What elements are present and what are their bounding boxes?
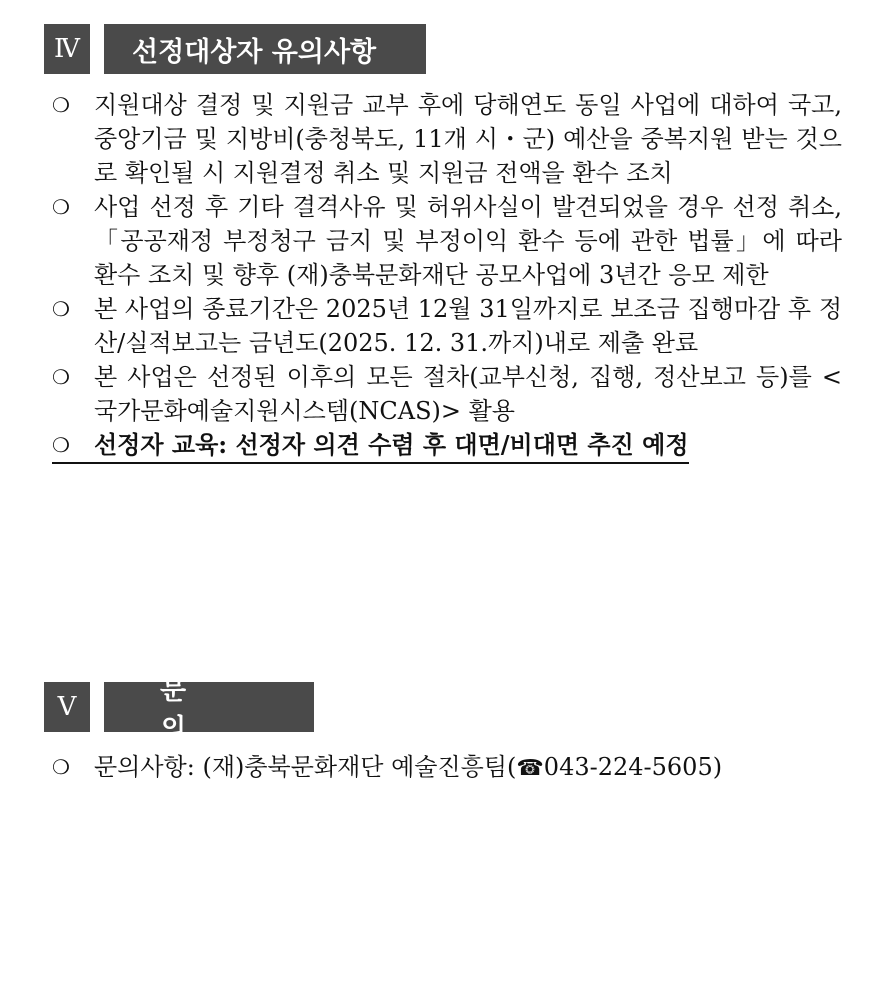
list-item [52,750,842,786]
phone-number: 043-224-5605 [543,753,713,781]
section-4-list [52,88,842,464]
bullet-circle-icon: ❍ [52,365,70,389]
list-item [52,190,842,292]
section-title: 선정대상자 유의사항 [104,24,426,74]
bullet-circle-icon: ❍ [52,93,70,117]
item-text: 본 사업의 종료기간은 2025년 12월 31일까지로 보조금 집행마감 후 정산/실적보고는 금년도(2025. 12. 31.까지)내로 제출 완료 [94,295,842,357]
item-text: 지원대상 결정 및 지원금 교부 후에 당해연도 동일 사업에 대하여 국고, 중앙기금 및 지방비(충청북도, 11개 시・군) 예산을 중복지원 받는 것으로 확인될 시 지원결정 취소 및 지원금 전액을 환수 조치 [94,91,842,187]
telephone-icon: ☎ [516,756,544,781]
item-text: 선정자 교육: 선정자 의견 수렴 후 대면/비대면 추진 예정 [94,430,689,459]
bullet-circle-icon: ❍ [52,297,70,321]
list-item [52,88,842,190]
list-item [52,360,842,428]
item-text: 본 사업은 선정된 이후의 모든 절차(교부신청, 집행, 정산보고 등)를 <국가문화예술지원시스템(NCAS)> 활용 [94,363,842,425]
bullet-circle-icon: ❍ [52,755,70,779]
contact-label: 문의사항: (재)충북문화재단 예술진흥팀( [94,753,517,781]
contact-close: ) [712,753,723,781]
item-text: 사업 선정 후 기타 결격사유 및 허위사실이 발견되었을 경우 선정 취소,「공공재정 부정청구 금지 및 부정이익 환수 등에 관한 법률」에 따라 환수 조치 및 향후 (재)충북문화재단 공모사업에 3년간 응모 제한 [94,193,842,289]
section-4-header [44,24,426,74]
section-number: Ⅴ [44,682,90,732]
section-5-header [44,675,314,745]
section-title: 문 의 [104,682,314,732]
list-item [52,292,842,360]
list-item-bold [52,428,689,464]
bullet-circle-icon: ❍ [52,433,70,457]
bullet-circle-icon: ❍ [52,195,70,219]
contact-text [94,750,842,786]
section-number: Ⅳ [44,24,90,74]
section-5-list [52,750,842,786]
